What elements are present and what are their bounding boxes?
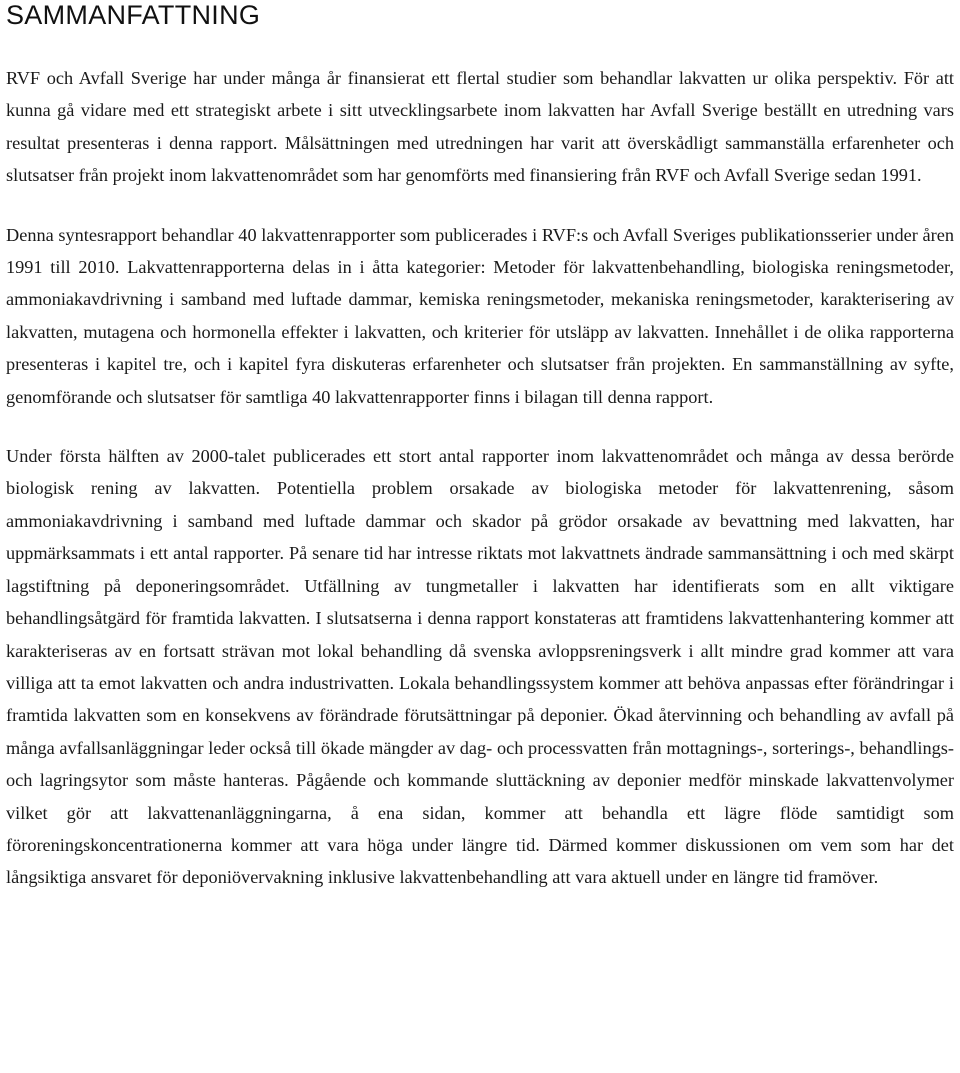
paragraph-intro: RVF och Avfall Sverige har under många år finansierat ett flertal studier som behandlar lakvatten ur olika perspektiv. För att kunna gå vidare med ett strategiskt arbete i sitt utvecklingsarbete inom lakvatten har Avfall Sverige beställt en utredning vars resultat presenteras i denna rapport. Målsättningen med utredningen har varit att överskådligt sammanställa erfarenheter och slutsatser från projekt inom lakvattenområdet som har genomförts med finansiering från RVF och Avfall Sverige sedan 1991.	[6, 68, 954, 186]
paragraph-conclusions: Under första hälften av 2000-talet publicerades ett stort antal rapporter inom lakvattenområdet och många av dessa berörde biologisk rening av lakvatten. Potentiella problem orsakade av biologiska metoder för lakvattenrening, såsom ammoniakavdrivning i samband med luftade dammar och skador på grödor orsakade av bevattning med lakvatten, har uppmärksammats i ett antal rapporter. På senare tid har intresse riktats mot lakvattnets ändrade sammansättning i och med skärpt lagstiftning på deponeringsområdet. Utfällning av tungmetaller i lakvatten har identifierats som en allt viktigare behandlingsåtgärd för framtida lakvatten. I slutsatserna i denna rapport konstateras att framtidens lakvattenhantering kommer att karakteriseras av en fortsatt strävan mot lokal behandling då svenska avloppsreningsverk i allt mindre grad kommer att vara villiga att ta emot lakvatten och andra industrivatten. Lokala behandlingssystem kommer att behöva anpassas efter förändringar i framtida lakvatten som en konsekvens av förändrade förutsättningar på deponier. Ökad återvinning och behandling av avfall på många avfallsanläggningar leder också till ökade mängder av dag- och processvatten från mottagnings-, sorterings-, behandlings- och lagringsytor som måste hanteras. Pågående och kommande sluttäckning av deponier medför minskade lakvattenvolymer vilket gör att lakvattenanläggningarna, å ena sidan, kommer att behandla ett lägre flöde samtidigt som föroreningskoncentrationerna kommer att vara höga under längre tid. Därmed kommer diskussionen om vem som har det långsiktiga ansvaret för deponiövervakning inklusive lakvattenbehandling att vara aktuell under en längre tid framöver.	[6, 446, 954, 888]
section-heading: SAMMANFATTNING	[6, 0, 261, 30]
paragraph-report-overview: Denna syntesrapport behandlar 40 lakvattenrapporter som publicerades i RVF:s och Avfall Sveriges publikationsserier under åren 1991 till 2010. Lakvattenrapporterna delas in i åtta kategorier: Metoder för lakvattenbehandling, biologiska reningsmetoder, ammoniakavdrivning i samband med luftade dammar, kemiska reningsmetoder, mekaniska reningsmetoder, karakterisering av lakvatten, mutagena och hormonella effekter i lakvatten, och kriterier för utsläpp av lakvatten. Innehållet i de olika rapporterna presenteras i kapitel tre, och i kapitel fyra diskuteras erfarenheter och slutsatser från projekten. En sammanställning av syfte, genomförande och slutsatser för samtliga 40 lakvattenrapporter finns i bilagan till denna rapport.	[6, 224, 954, 407]
